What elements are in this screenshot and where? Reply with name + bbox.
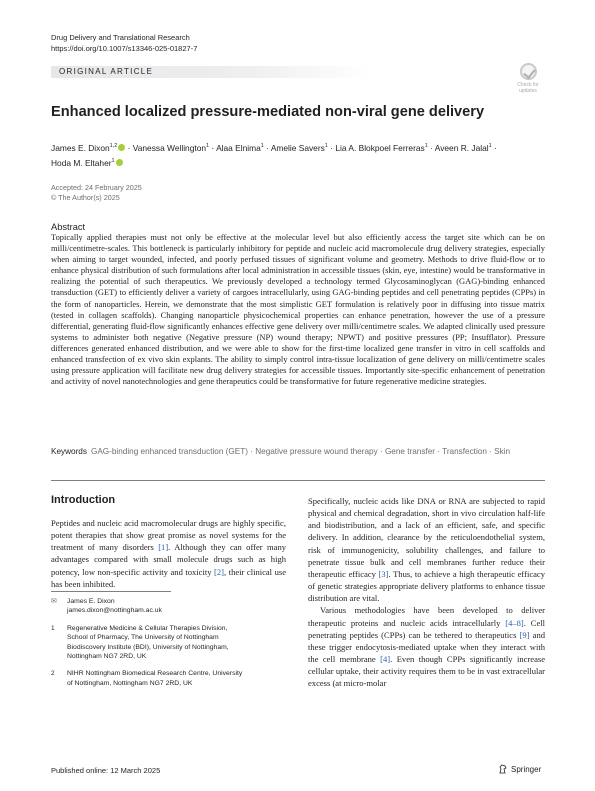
citation-link[interactable]: [1] <box>158 542 169 553</box>
abstract-heading: Abstract <box>51 222 86 232</box>
check-for-updates-icon <box>520 63 537 80</box>
author-separator: · <box>209 143 217 153</box>
author-label: Hoda M. Eltaher <box>51 158 112 168</box>
author-name[interactable] <box>51 158 123 168</box>
author-name[interactable] <box>335 143 427 153</box>
check-for-updates-badge[interactable] <box>511 63 545 97</box>
author-separator: · <box>327 143 336 153</box>
author-label: Vanessa Wellington <box>132 143 207 153</box>
author-list <box>51 140 551 170</box>
springer-horse-icon <box>498 764 508 774</box>
author-label: Amelie Savers <box>270 143 325 153</box>
keywords-list: GAG-binding enhanced transduction (GET) · Negative pressure wound therapy · Gene transfer · Transfection · Skin <box>90 447 511 456</box>
envelope-icon: ✉ <box>51 598 57 605</box>
orcid-icon[interactable] <box>116 159 123 166</box>
abstract-text: Topically applied therapies must not only be effective at the molecular level but also efficiently access the target site which can be on milli/centimetre-scales. This bottleneck is particularly inhibitory for peptide and nucleic acid macromolecule drug delivery strategies, especially when aiming to target wounded, infected, and poorly perfused tissues of significant volume and geometry. Methods to drive fluid-flow or to enhance physical distribution of such formulations after local administration in accessible tissues (skin, eye, intestine) would be transformative in realizing the potential of such therapeutics. We previously developed a technology termed Glycosaminoglycan (GAG)-binding enhanced transduction (GET) to efficiently deliver a variety of cargoes intracellularly, using GAG-binding peptides and cell penetrating peptides (CPPs) in the form of nanoparticles. Herein, we demonstrate that the most simplistic GET formulation is relatively poor in diffusing into tissue matrix (tested in collagen scaffolds). Changing nanoparticle physicochemical properties can enhance penetration, however the use of a pressure differential, generating fluid-flow significantly enhances effective gene delivery over milli/centimetre scales. We adapted clinically used pressure systems to administer both negative (Negative pressure (NP) wound therapy; NPWT) and positive pressures (PP; Insufflator). Pressure differences generated enhanced distribution, and we were able to show for the first-time localized gene transfer in vitro in cell scaffolds and enhanced transfection of ex vivo skin explants. The ability to simply control intra-tissue localization of gene delivery on milli/centimetre scales using pressure application will facilitate new drug delivery strategies for accessible tissues. Importantly site-specific enhancement of penetration and activity of novel nanotechnologies and gene therapeutics could be transformative for future regenerative medicine strategies. <box>51 232 545 387</box>
introduction-left-column <box>51 517 286 590</box>
check-for-updates-label: Check for updates <box>517 82 539 94</box>
journal-name: Drug Delivery and Translational Research <box>51 33 190 42</box>
keywords-label: Keywords <box>51 447 87 456</box>
author-separator: · <box>427 143 435 153</box>
footnotes <box>51 597 291 696</box>
affiliation-marker: 1,2 <box>109 143 118 149</box>
publisher-logo: Springer <box>498 764 541 774</box>
author-label: Aveen R. Jalal <box>434 143 489 153</box>
affiliation-marker: 1 <box>111 158 115 164</box>
contact-email[interactable]: james.dixon@nottingham.ac.uk <box>67 607 162 615</box>
paragraph: Specifically, nucleic acids like DNA or RNA are subjected to rapid physical and chemical degradation, short in vivo circulation half-life and biodistribution, and a lack of an efficient, safe, and specific delivery. In addition, clearance by the reticuloendothelial system, risk of immunogenicity, solubility challenges, and failure to penetrate tissue bulk and cell membranes further reduce their therapeutic efficacy [3]. Thus, to achieve a high therapeutic efficacy of genetic strategies appropriate delivery platforms to enhance tissue distribution are vital. <box>308 496 545 604</box>
citation-link[interactable]: [2] <box>214 566 225 577</box>
author-name[interactable] <box>51 143 125 153</box>
affiliation-2: 2 NIHR Nottingham Biomedical Research Centre, University of Nottingham, Nottingham NG7 2RD, UK <box>51 670 243 687</box>
accepted-date: Accepted: 24 February 2025 <box>51 183 142 192</box>
article-type: ORIGINAL ARTICLE <box>59 67 154 76</box>
author-separator: · <box>263 143 271 153</box>
introduction-right-column <box>308 495 545 690</box>
citation-link[interactable]: [4–8] <box>505 617 524 628</box>
doi-link[interactable]: https://doi.org/10.1007/s13346-025-01827-7 <box>51 44 198 53</box>
affiliation-marker: 1 <box>206 143 210 149</box>
citation-link[interactable]: [4] <box>380 654 391 665</box>
author-name[interactable] <box>435 143 492 153</box>
contact-name: James E. Dixon <box>67 598 115 605</box>
author-separator: · <box>125 143 133 153</box>
affiliation-marker: 1 <box>324 143 328 149</box>
citation-link[interactable]: [9] <box>519 629 530 640</box>
paragraph: Various methodologies have been developed to deliver therapeutic proteins and nucleic acids intracellularly [4–8]. Cell penetrating peptides (CPPs) can be tethered to therapeutics [9] and these trigger endocytosis-mediated uptake when they interact with the cell membrane [4]. Even though CPPs significantly increase cellular uptake, their activity requires them to be in vast extracellular excess (at micro-molar <box>308 605 545 689</box>
published-date: Published online: 12 March 2025 <box>51 766 161 775</box>
author-label: Lia A. Blokpoel Ferreras <box>335 143 425 153</box>
author-name[interactable] <box>216 143 264 153</box>
introduction-heading: Introduction <box>51 494 116 506</box>
copyright-line: © The Author(s) 2025 <box>51 193 120 202</box>
author-separator: · <box>491 143 497 153</box>
corresponding-author <box>51 597 291 616</box>
affiliation-marker: 1 <box>260 143 264 149</box>
affiliation-marker: 1 <box>488 143 492 149</box>
footnote-divider <box>51 591 171 592</box>
affiliation-1: 1 Regenerative Medicine & Cellular Therapies Division, School of Pharmacy, The University of Nottingham Biodiscovery Institute (BDI), University of Nottingham, Nottingham NG7 2RD, UK <box>51 624 229 661</box>
author-name[interactable] <box>271 143 328 153</box>
article-type-bar <box>51 66 371 78</box>
author-label: Alaa Elnima <box>216 143 261 153</box>
paragraph: Peptides and nucleic acid macromolecular drugs are highly specific, potent therapies that show great promise as novel systems for the treatment of many disorders [1]. Although they can offer many advantages compared with small molecule drugs such as high potency, low non-specific activity and toxicity [2], their clinical use has been inhibited. <box>51 518 286 589</box>
article-dates <box>51 183 142 203</box>
article-title: Enhanced localized pressure-mediated non-viral gene delivery <box>51 104 485 120</box>
section-divider <box>51 480 545 481</box>
author-name[interactable] <box>133 143 209 153</box>
citation-link[interactable]: [3] <box>378 568 389 579</box>
affiliation-marker: 1 <box>424 143 428 149</box>
author-label: James E. Dixon <box>51 143 110 153</box>
keywords <box>51 446 545 457</box>
